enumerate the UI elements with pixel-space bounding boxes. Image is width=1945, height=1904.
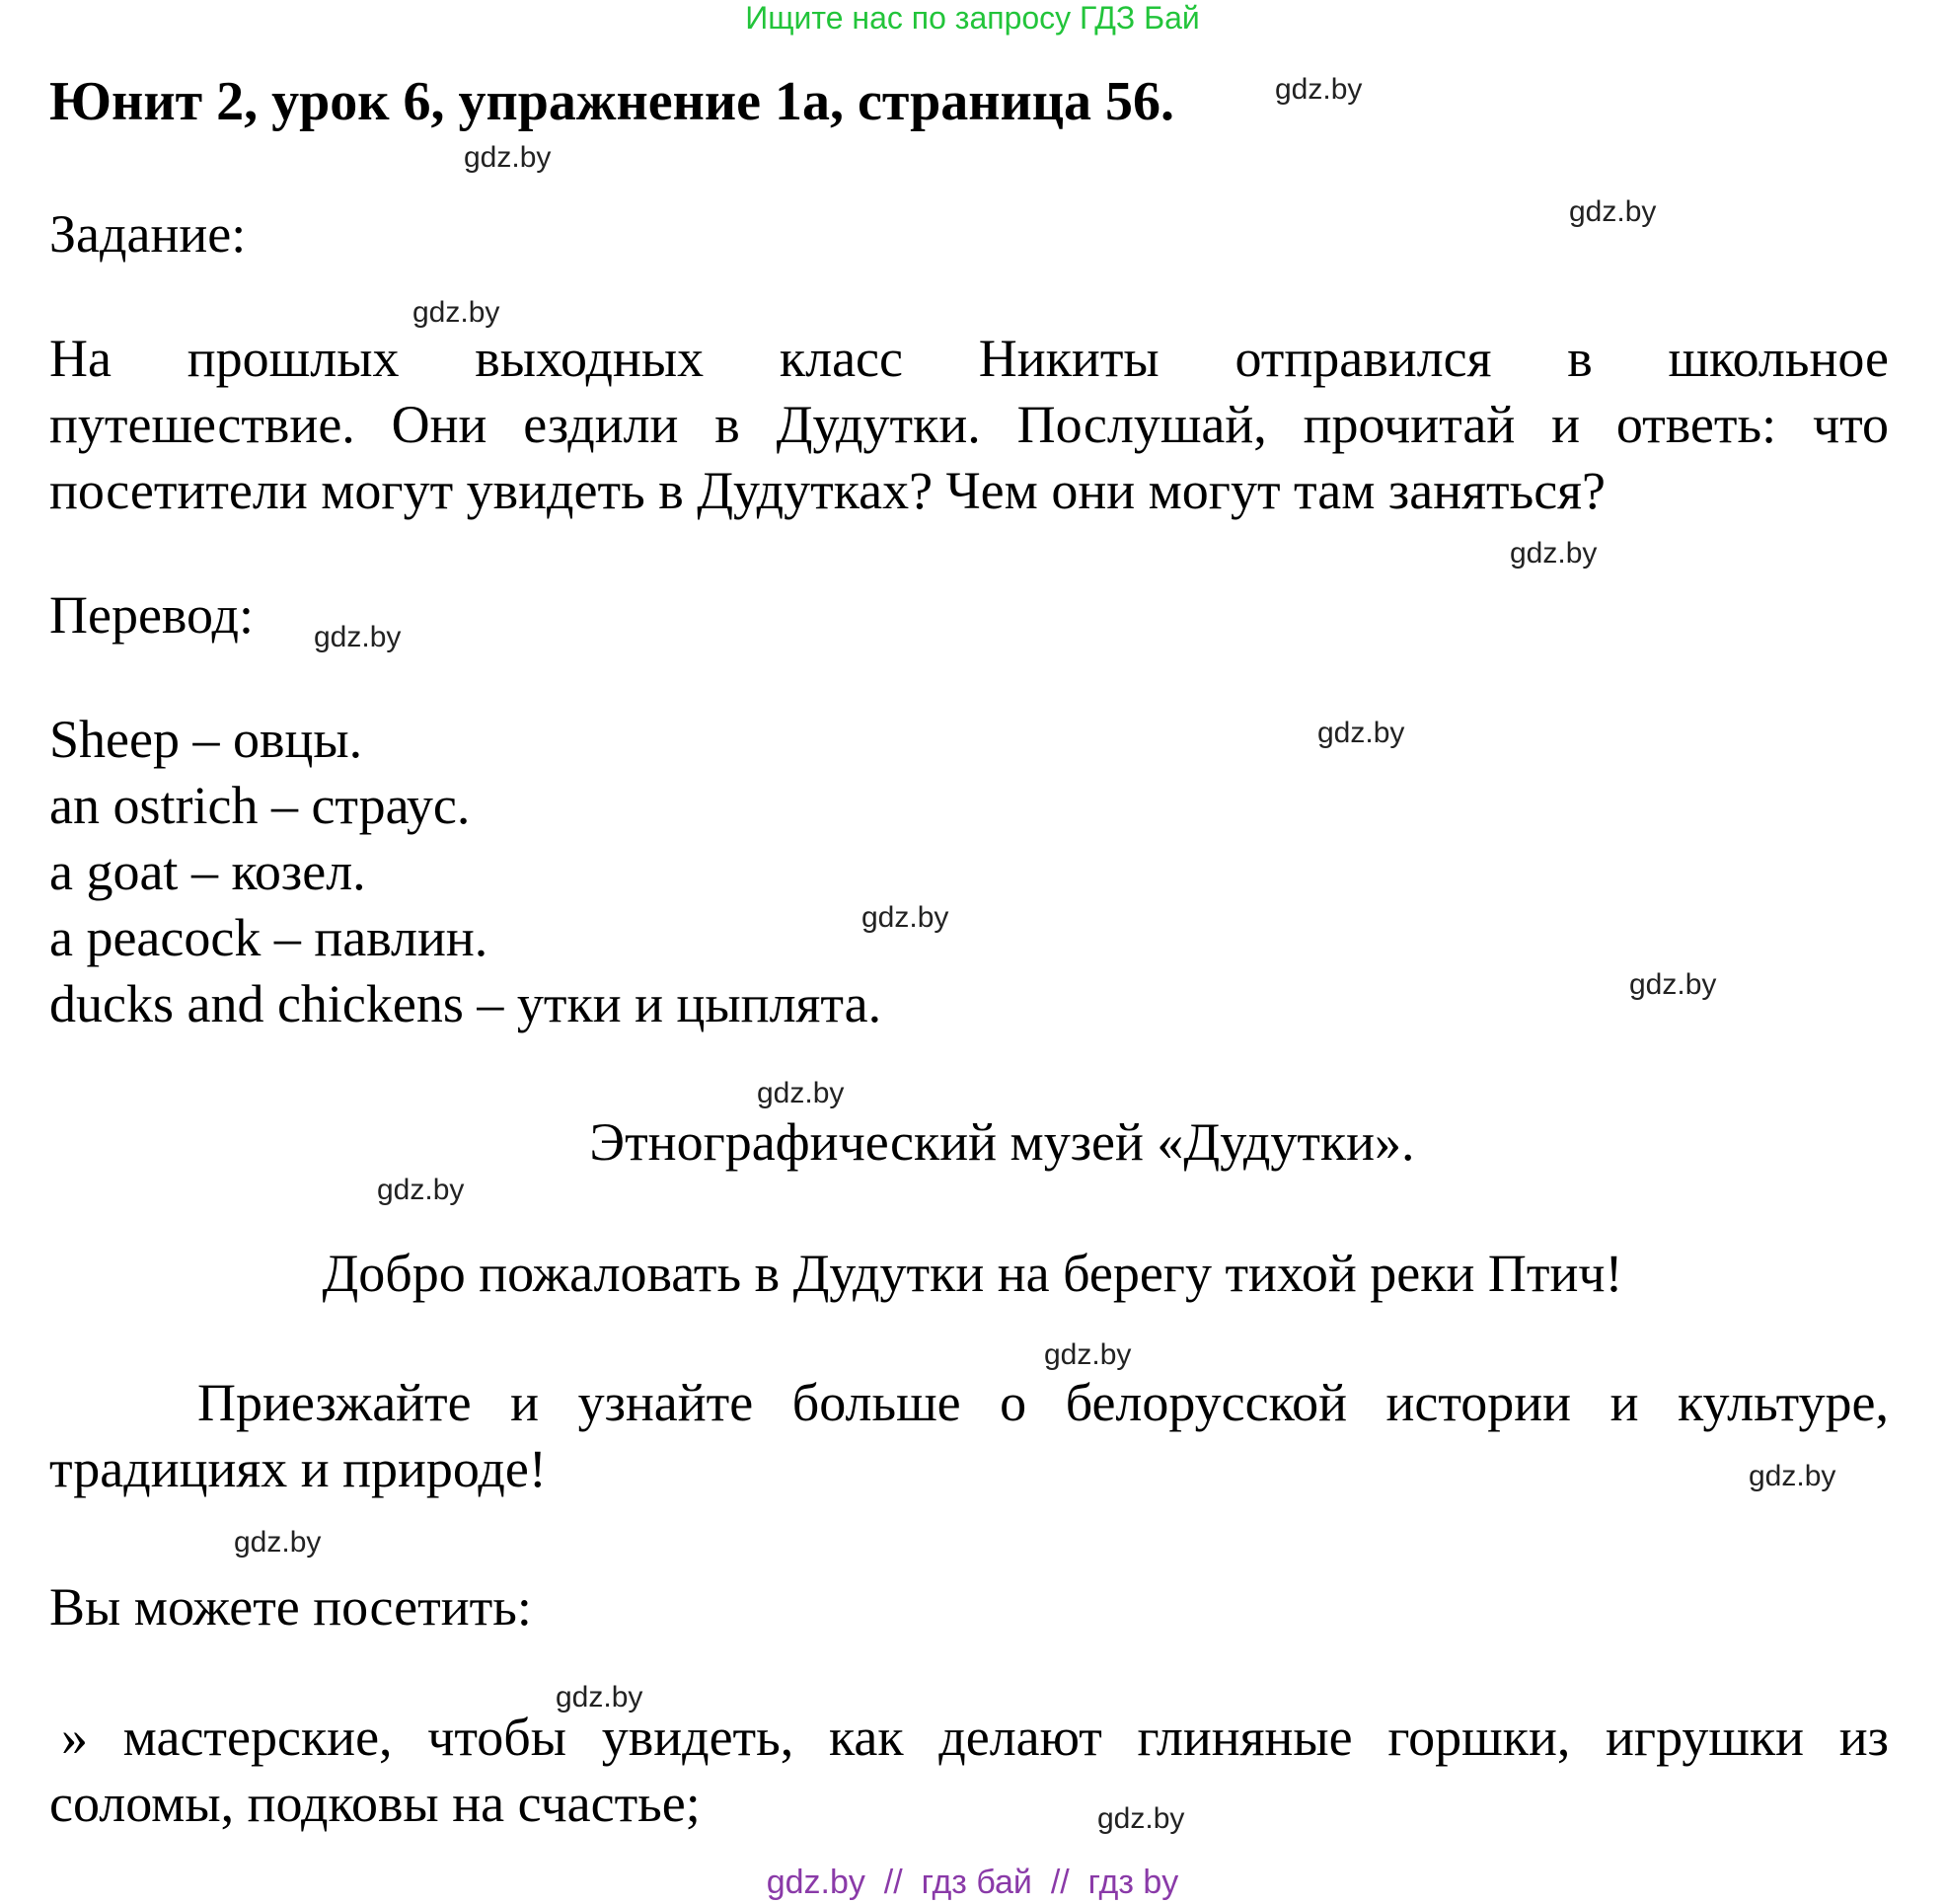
task-label: Задание: bbox=[49, 204, 247, 264]
watermark: gdz.by bbox=[757, 1077, 845, 1109]
watermark: gdz.by bbox=[1749, 1460, 1836, 1492]
task-text bbox=[49, 326, 1889, 524]
watermark: gdz.by bbox=[1510, 537, 1598, 570]
invite-text bbox=[49, 1370, 1889, 1502]
top-banner: Ищите нас по запросу ГДЗ Бай bbox=[745, 0, 1200, 36]
vocab-item: an ostrich – страус. bbox=[49, 776, 471, 835]
watermark: gdz.by bbox=[314, 621, 402, 653]
watermark: gdz.by bbox=[1275, 73, 1363, 106]
invite-line: Приезжайте и узнайте больше о белорусской истории и культуре, bbox=[197, 1373, 1889, 1432]
watermark: gdz.by bbox=[861, 901, 949, 934]
watermark: gdz.by bbox=[556, 1681, 643, 1714]
footer-links: gdz.by // гдз бай // гдз by bbox=[766, 1864, 1179, 1901]
watermark: gdz.by bbox=[234, 1526, 322, 1559]
visit-line: соломы, подковы на счастье; bbox=[49, 1774, 701, 1833]
translation-label: Перевод: bbox=[49, 585, 254, 645]
watermark: gdz.by bbox=[1569, 195, 1657, 228]
welcome-text: Добро пожаловать в Дудутки на берегу тихой реки Птич! bbox=[322, 1244, 1623, 1303]
vocab-item: a goat – козел. bbox=[49, 842, 366, 901]
watermark: gdz.by bbox=[1317, 717, 1405, 749]
watermark: gdz.by bbox=[377, 1174, 465, 1206]
visit-label: Вы можете посетить: bbox=[49, 1577, 532, 1637]
watermark: gdz.by bbox=[1629, 968, 1717, 1001]
watermark: gdz.by bbox=[464, 141, 552, 174]
watermark: gdz.by bbox=[1097, 1802, 1185, 1835]
museum-title: Этнографический музей «Дудутки». bbox=[589, 1112, 1415, 1172]
watermark: gdz.by bbox=[412, 296, 500, 329]
visit-line: » мастерские, чтобы увидеть, как делают глиняные горшки, игрушки из bbox=[61, 1708, 1889, 1767]
watermark: gdz.by bbox=[1044, 1338, 1132, 1371]
vocab-item: Sheep – овцы. bbox=[49, 710, 363, 769]
task-line: путешествие. Они ездили в Дудутки. Послушай, прочитай и ответь: что bbox=[49, 395, 1889, 454]
task-line: посетители могут увидеть в Дудутках? Чем они могут там заняться? bbox=[49, 461, 1606, 520]
task-line: На прошлых выходных класс Никиты отправился в школьное bbox=[49, 329, 1889, 388]
visit-text bbox=[49, 1705, 1889, 1837]
vocab-list bbox=[49, 707, 881, 1037]
invite-line: традициях и природе! bbox=[49, 1439, 547, 1498]
vocab-item: ducks and chickens – утки и цыплята. bbox=[49, 974, 882, 1033]
page-title: Юнит 2, урок 6, упражнение 1а, страница 56. bbox=[49, 71, 1175, 132]
vocab-item: a peacock – павлин. bbox=[49, 908, 488, 967]
